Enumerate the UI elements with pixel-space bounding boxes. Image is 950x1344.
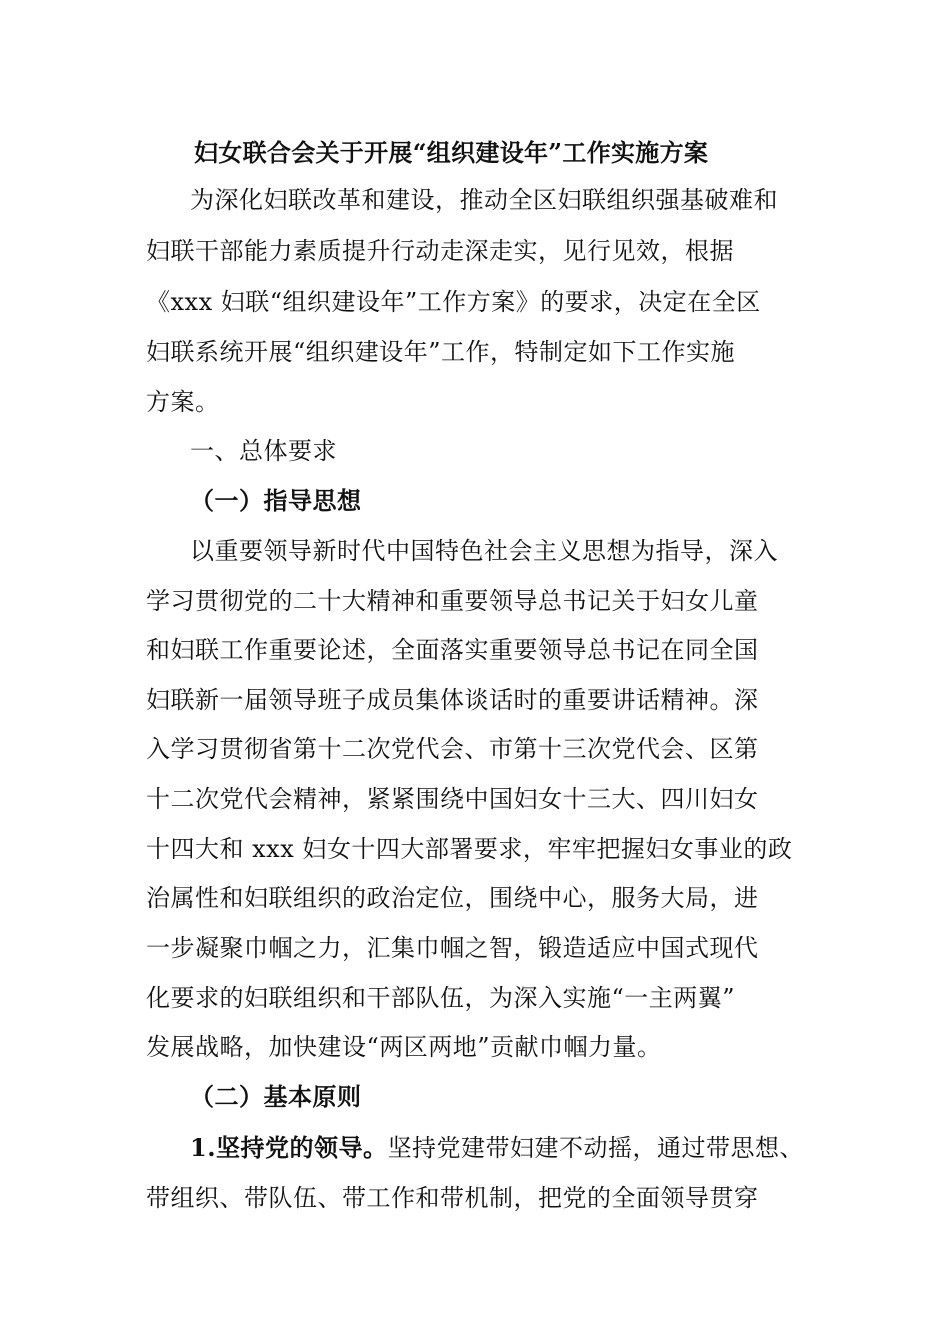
guiding-line-4: 妇联新一届领导班子成员集体谈话时的重要讲话精神。深 <box>146 686 759 714</box>
subsection-heading-basic-principles: （二）基本原则 <box>190 1082 362 1111</box>
intro-line-1: 为深化妇联改革和建设，推动全区妇联组织强基破难和 <box>190 186 778 214</box>
principle-1-line-1 <box>190 1133 804 1163</box>
guiding-line-11: 发展战略，加快建设“两区两地”贡献巾帼力量。 <box>146 1033 662 1061</box>
document-title: 妇女联合会关于开展“组织建设年”工作实施方案 <box>194 138 709 167</box>
guiding-line-3: 和妇联工作重要论述，全面落实重要领导总书记在同全国 <box>146 636 759 664</box>
principle-1-title: 1.坚持党的领导。 <box>190 1133 388 1162</box>
guiding-line-10: 化要求的妇联组织和干部队伍，为深入实施“一主两翼” <box>146 984 736 1012</box>
guiding-line-9: 一步凝聚巾帼之力，汇集巾帼之智，锻造适应中国式现代 <box>146 934 759 962</box>
guiding-line-5: 入学习贯彻省第十二次党代会、市第十三次党代会、区第 <box>146 735 759 763</box>
guiding-line-7: 十四大和 xxx 妇女十四大部署要求，牢牢把握妇女事业的政 <box>146 835 793 863</box>
guiding-line-2: 学习贯彻党的二十大精神和重要领导总书记关于妇女儿童 <box>146 587 759 615</box>
intro-line-3: 《xxx 妇联“组织建设年”工作方案》的要求，决定在全区 <box>146 288 761 316</box>
guiding-line-8: 治属性和妇联组织的政治定位，围绕中心，服务大局，进 <box>146 884 759 912</box>
subsection-heading-guiding-ideology: （一）指导思想 <box>190 486 362 515</box>
principle-1-line-2: 带组织、带队伍、带工作和带机制，把党的全面领导贯穿 <box>146 1184 759 1212</box>
guiding-line-1: 以重要领导新时代中国特色社会主义思想为指导，深入 <box>190 537 778 565</box>
guiding-line-6: 十二次党代会精神，紧紧围绕中国妇女十三大、四川妇女 <box>146 785 759 813</box>
intro-line-2: 妇联干部能力素质提升行动走深走实，见行见效，根据 <box>146 237 734 265</box>
intro-line-5: 方案。 <box>146 388 220 416</box>
principle-1-text: 坚持党建带妇建不动摇，通过带思想、 <box>387 1134 805 1162</box>
intro-line-4: 妇联系统开展“组织建设年”工作，特制定如下工作实施 <box>146 338 736 366</box>
section-heading-1: 一、总体要求 <box>190 437 337 465</box>
